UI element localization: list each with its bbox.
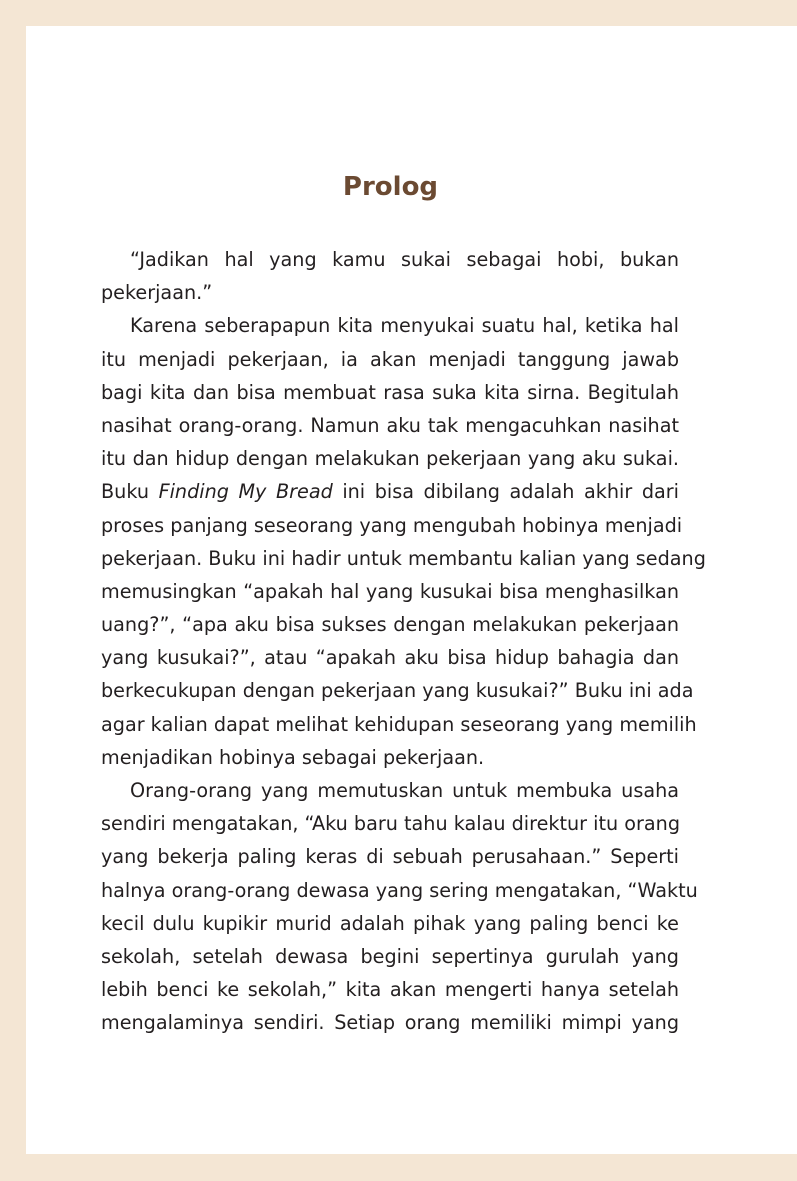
text-segment: pekerjaan. Buku ini hadir untuk membantu kalian yang sedang (101, 546, 706, 570)
text-line (101, 973, 679, 1006)
text-line (101, 674, 694, 707)
text-line (101, 575, 679, 608)
book-title-italic: Finding My Bread (158, 480, 333, 504)
text-line (101, 807, 679, 840)
text-segment: ini bisa dibilang adalah akhir dari (332, 480, 679, 504)
text-line (101, 708, 697, 741)
text-line (101, 907, 679, 940)
text-line (101, 475, 679, 508)
text-segment: menjadikan hobinya sebagai pekerjaan. (101, 745, 485, 769)
text-segment: pekerjaan.” (101, 281, 213, 305)
text-segment: proses panjang seseorang yang mengubah hobinya menjadi (101, 513, 683, 537)
text-segment: bagi kita dan bisa membuat rasa suka kita sirna. Begitulah (101, 380, 679, 404)
text-segment: halnya orang-orang dewasa yang sering mengatakan, “Waktu (101, 878, 698, 902)
text-line (101, 774, 679, 807)
text-line (101, 940, 679, 973)
text-line (101, 1006, 679, 1039)
text-segment: yang bekerja paling keras di sebuah perusahaan.” Seperti (101, 845, 679, 869)
text-line (101, 509, 683, 542)
text-segment: kecil dulu kupikir murid adalah pihak yang paling benci ke (101, 911, 679, 935)
chapter-title: Prolog (342, 172, 439, 202)
text-segment: nasihat orang-orang. Namun aku tak mengacuhkan nasihat (101, 413, 679, 437)
text-line (101, 409, 679, 442)
text-segment: sekolah, setelah dewasa begini sepertinya gurulah yang (101, 944, 679, 968)
text-line (101, 608, 679, 641)
text-segment: berkecukupan dengan pekerjaan yang kusukai?” Buku ini ada (101, 679, 694, 703)
text-line (101, 276, 679, 309)
text-segment: memusingkan “apakah hal yang kusukai bisa menghasilkan (101, 579, 679, 603)
text-segment: sendiri mengatakan, “Aku baru tahu kalau direktur itu orang (101, 812, 681, 836)
text-line (101, 542, 706, 575)
text-segment: lebih benci ke sekolah,” kita akan mengerti hanya setelah (101, 978, 679, 1002)
text-segment: “Jadikan hal yang kamu sukai sebagai hobi, bukan (130, 248, 679, 271)
text-segment: mengalaminya sendiri. Setiap orang memiliki mimpi yang (101, 1011, 679, 1035)
text-line (101, 343, 679, 376)
text-segment: itu dan hidup dengan melakukan pekerjaan yang aku sukai. (101, 447, 679, 471)
text-line (101, 309, 679, 342)
text-line (101, 376, 679, 409)
text-segment: yang kusukai?”, atau “apakah aku bisa hidup bahagia dan (101, 646, 679, 670)
text-segment: itu menjadi pekerjaan, ia akan menjadi tanggung jawab (101, 347, 679, 371)
text-line (101, 741, 679, 774)
text-segment: Karena seberapapun kita menyukai suatu hal, ketika hal (130, 314, 679, 338)
text-line (101, 243, 679, 276)
text-segment: agar kalian dapat melihat kehidupan seseorang yang memilih (101, 712, 697, 736)
text-line (101, 641, 679, 674)
text-line (101, 442, 679, 475)
body-text (101, 243, 706, 1040)
text-line (101, 840, 679, 873)
text-segment: Buku (101, 480, 159, 504)
text-segment: Orang-orang yang memutuskan untuk membuka usaha (130, 779, 679, 802)
text-line (101, 874, 698, 907)
text-segment: uang?”, “apa aku bisa sukses dengan melakukan pekerjaan (101, 613, 679, 637)
